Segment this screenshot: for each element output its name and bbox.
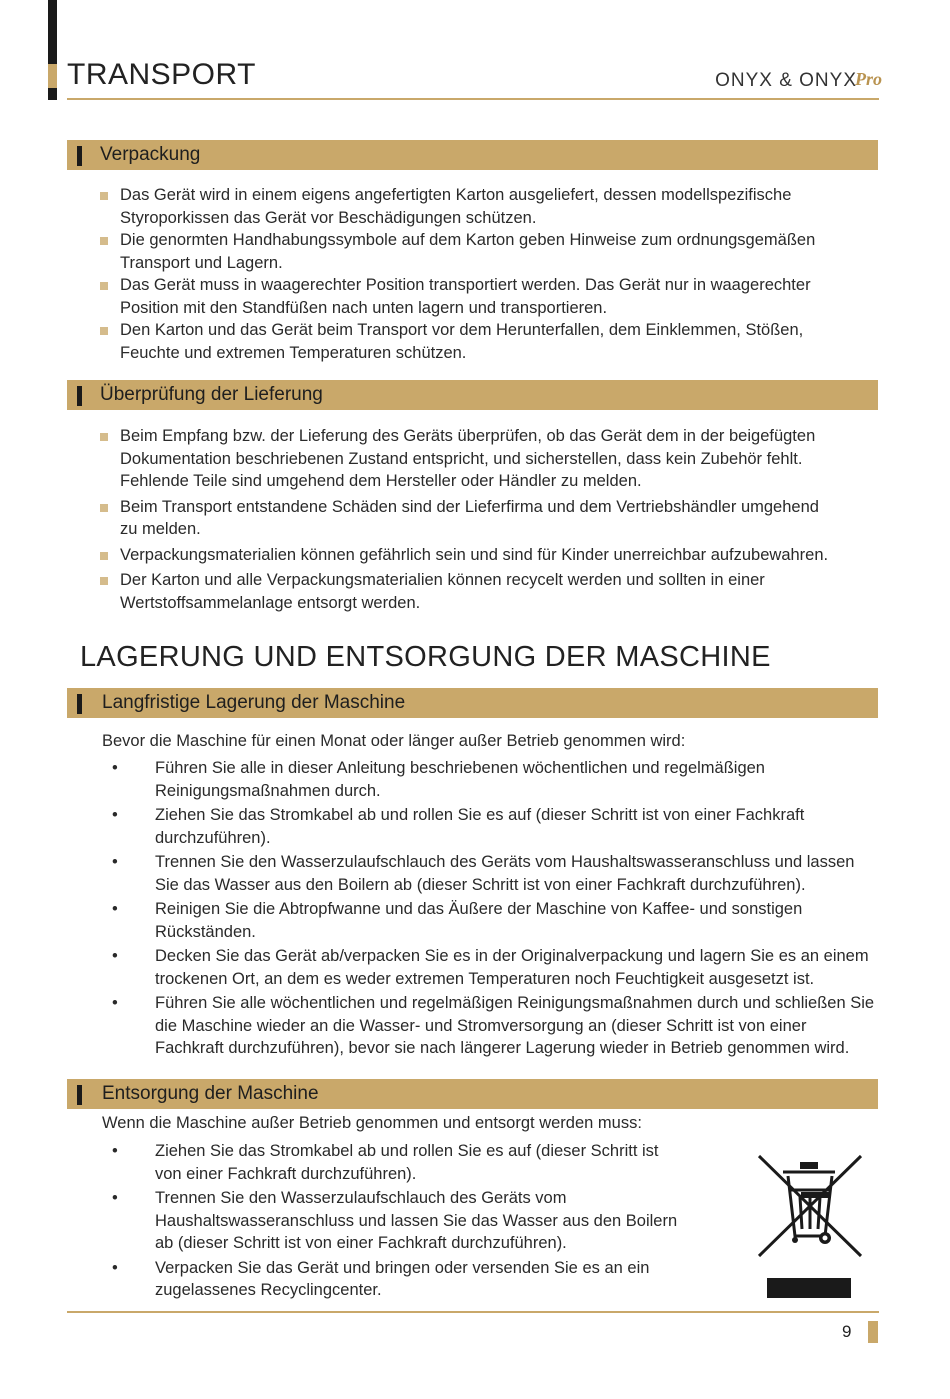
section-marker	[77, 694, 82, 714]
lagerung-list	[112, 757, 878, 1062]
footer-rule	[67, 1311, 879, 1313]
product-name: ONYX & ONYX	[715, 70, 857, 91]
list-item: Den Karton und das Gerät beim Transport vor dem Herunterfallen, dem Einklemmen, Stößen, Feuchte und extremen Temperaturen schützen.	[100, 319, 840, 364]
section-marker	[77, 386, 82, 406]
product-badge: Pro	[855, 69, 882, 89]
list-item: • Führen Sie alle in dieser Anleitung beschriebenen wöchentlichen und regelmäßigen Reinigungsmaßnahmen durch.	[112, 757, 878, 802]
list-item: Verpackungsmaterialien können gefährlich sein und sind für Kinder unerreichbar aufzubewahren.	[100, 544, 840, 567]
list-item: Der Karton und alle Verpackungsmaterialien können recycelt werden und sollten in einer Wertstoffsammelanlage entsorgt werden.	[100, 569, 840, 614]
list-item: Das Gerät muss in waagerechter Position transportiert werden. Das Gerät nur in waagerechter Position mit den Standfüßen nach unten lagern und transportieren.	[100, 274, 840, 319]
list-item: • Decken Sie das Gerät ab/verpacken Sie es in der Originalverpackung und lagern Sie es an einem trockenen Ort, an dem es weder extremen Temperaturen noch Feuchtigkeit ausgesetzt ist.	[112, 945, 878, 990]
list-item: Beim Empfang bzw. der Lieferung des Geräts überprüfen, ob das Gerät dem in der beigefügten Dokumentation beschriebenen Zustand entspricht, und sicherstellen, dass kein Zubehör fehlt. Fehlende Teile sind umgehend dem Hersteller oder Händler zu melden.	[100, 425, 840, 493]
list-item: Das Gerät wird in einem eigens angefertigten Karton ausgeliefert, dessen modellspezifische Styroporkissen das Gerät vor Beschädigungen schützen.	[100, 184, 840, 229]
list-item: • Reinigen Sie die Abtropfwanne und das Äußere der Maschine von Kaffee- und sonstigen Rückständen.	[112, 898, 878, 943]
header-accent-bar-end	[48, 88, 57, 100]
section-header-lieferung	[67, 380, 878, 410]
section-header-verpackung	[67, 140, 878, 170]
section-title: Überprüfung der Lieferung	[100, 384, 323, 405]
section-title: Entsorgung der Maschine	[102, 1083, 319, 1104]
list-item: • Verpacken Sie das Gerät und bringen oder versenden Sie es an ein zugelassenes Recyclingcenter.	[112, 1257, 687, 1302]
list-item: • Trennen Sie den Wasserzulaufschlauch des Geräts vom Haushaltswasseranschluss und lassen Sie das Wasser aus den Boilern ab (dieser Schritt ist von einer Fachkraft durchzuführen).	[112, 1187, 687, 1255]
list-item: • Ziehen Sie das Stromkabel ab und rollen Sie es auf (dieser Schritt ist von einer Fachkraft durchzuführen).	[112, 1140, 687, 1185]
crossed-out-wheelie-bin-icon	[755, 1152, 865, 1302]
section-header-entsorgung	[67, 1079, 878, 1109]
header-accent-bar	[48, 0, 57, 64]
lagerung-intro: Bevor die Maschine für einen Monat oder länger außer Betrieb genommen wird:	[102, 732, 686, 750]
entsorgung-list	[112, 1140, 687, 1304]
footer-accent-bar	[868, 1321, 878, 1343]
section-marker	[77, 146, 82, 166]
verpackung-list	[100, 184, 840, 364]
page-title: TRANSPORT	[67, 58, 256, 91]
section-marker	[77, 1085, 82, 1105]
list-item: Beim Transport entstandene Schäden sind der Lieferfirma und dem Vertriebshändler umgehend zu melden.	[100, 496, 840, 541]
list-item: • Führen Sie alle wöchentlichen und regelmäßigen Reinigungsmaßnahmen durch und schließen Sie die Maschine wieder an die Wasser- und Stromversorgung an (dieser Schritt ist von einer Fachkraft durchzuführen), bevor sie nach längerer Lagerung wieder in Betrieb genommen wird.	[112, 992, 878, 1060]
lieferung-list	[100, 425, 840, 614]
section-title: Langfristige Lagerung der Maschine	[102, 692, 406, 713]
header-rule	[67, 98, 879, 100]
entsorgung-intro: Wenn die Maschine außer Betrieb genommen und entsorgt werden muss:	[102, 1114, 642, 1132]
list-item: • Trennen Sie den Wasserzulaufschlauch des Geräts vom Haushaltswasseranschluss und lassen Sie das Wasser aus den Boilern ab (dieser Schritt ist von einer Fachkraft durchzuführen).	[112, 851, 878, 896]
list-item: • Ziehen Sie das Stromkabel ab und rollen Sie es auf (dieser Schritt ist von einer Fachkraft durchzuführen).	[112, 804, 878, 849]
section-heading: LAGERUNG UND ENTSORGUNG DER MASCHINE	[80, 641, 771, 673]
section-header-lagerung	[67, 688, 878, 718]
list-item: Die genormten Handhabungssymbole auf dem Karton geben Hinweise zum ordnungsgemäßen Transport und Lagern.	[100, 229, 840, 274]
section-title: Verpackung	[100, 144, 201, 165]
page-number: 9	[842, 1322, 852, 1341]
